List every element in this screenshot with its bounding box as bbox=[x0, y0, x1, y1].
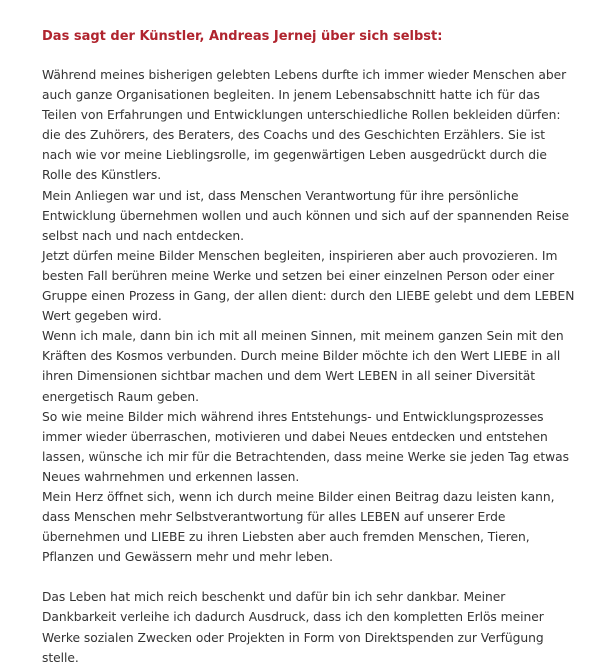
article bbox=[42, 27, 578, 668]
paragraph-spacer bbox=[42, 567, 578, 587]
paragraph-closing: Das Leben hat mich reich beschenkt und dafür bin ich sehr dankbar. Meiner Dankbarkeit verleihe ich dadurch Ausdruck, dass ich den kompletten Erlös meiner Werke sozialen Zwecken oder Projekten in Form von Direktspenden zur Verfügung stelle. bbox=[42, 590, 544, 665]
article-heading: Das sagt der Künstler, Andreas Jernej über sich selbst: bbox=[42, 29, 443, 44]
paragraph-herz: Mein Herz öffnet sich, wenn ich durch meine Bilder einen Beitrag dazu leisten kann, dass Menschen mehr Selbstverantwortung für alles LEBEN auf unserer Erde übernehmen und LIEBE zu ihren Liebsten aber auch fremden Menschen, Tieren, Pflanzen und Gewässern mehr und mehr leben. bbox=[42, 489, 555, 565]
paragraph-anliegen: Mein Anliegen war und ist, dass Menschen Verantwortung für ihre persönliche Entwicklung übernehmen wollen und auch können und sich auf der spannenden Reise selbst nach und nach entdecken. bbox=[42, 188, 569, 243]
paragraph-malen: Wenn ich male, dann bin ich mit all meinen Sinnen, mit meinem ganzen Sein mit den Kräften des Kosmos verbunden. Durch meine Bilder möchte ich den Wert LIEBE in all ihren Dimensionen sichtbar machen und dem Wert LEBEN in all seiner Diversität energetisch Raum geben. bbox=[42, 329, 564, 404]
paragraph-bilder: Jetzt dürfen meine Bilder Menschen begleiten, inspirieren aber auch provozieren. Im besten Fall berühren meine Werke und setzen bei einer einzelnen Person oder einer Gruppe einen Prozess in Gang, der allen dient: durch den LIEBE gelebt und dem LEBEN Wert gegeben wird. bbox=[42, 248, 575, 324]
paragraph-intro: Während meines bisherigen gelebten Lebens durfte ich immer wieder Menschen aber auch ganze Organisationen begleiten. In jenem Lebensabschnitt hatte ich für das Teilen von Erfahrungen und Entwicklungen unterschiedliche Rollen bekleiden dürfen: die des Zuhörers, des Beraters, des Coachs und des Geschichten Erzählers. Sie ist nach wie vor meine Lieblingsrolle, im gegenwärtigen Leben ausgedrückt durch die Rolle des Künstlers. bbox=[42, 68, 567, 183]
paragraph-entstehung: So wie meine Bilder mich während ihres Entstehungs- und Entwicklungsprozesses immer wieder überraschen, motivieren und dabei Neues entdecken und entstehen lassen, wünsche ich mir für die Betrachtenden, dass meine Werke sie jeden Tag etwas Neues wahrnehmen und erkennen lassen. bbox=[42, 409, 569, 484]
